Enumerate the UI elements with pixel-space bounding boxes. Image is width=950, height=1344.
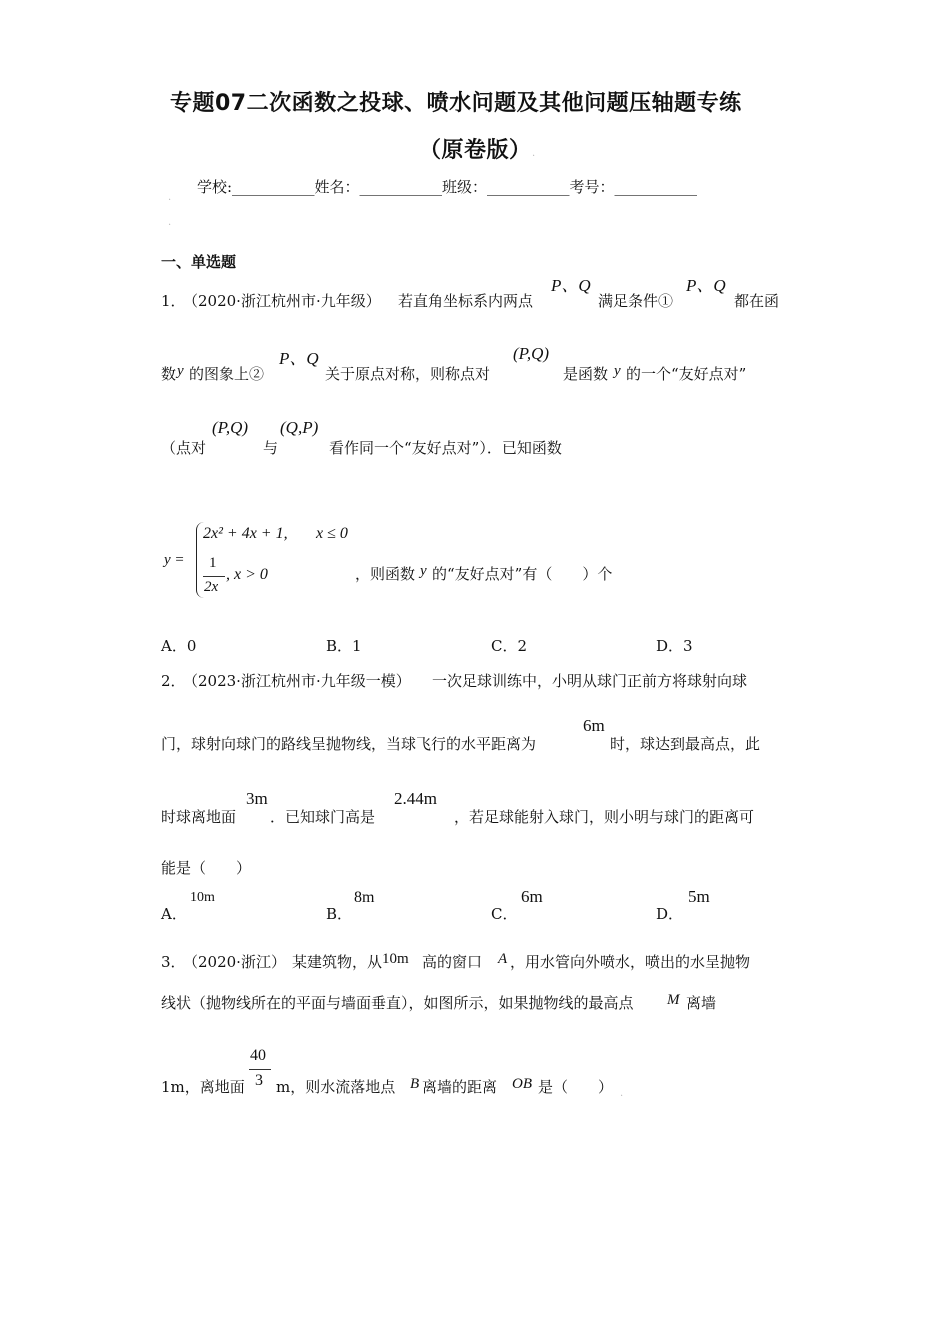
question-number: 1． (161, 292, 186, 310)
math-piece-2-condition: , x > 0 (226, 566, 268, 583)
question-text: 1m，离地面 (161, 1078, 245, 1096)
option-b[interactable]: B． (326, 905, 353, 923)
fraction-bar (203, 576, 225, 577)
question-text: 时球离地面 (161, 808, 237, 826)
question-text: 线状（抛物线所在的平面与墙面垂直），如图所示，如果抛物线的最高点 (161, 994, 634, 1012)
question-text: 都在函 (734, 292, 780, 310)
fraction-bar (249, 1069, 271, 1070)
math-value: 2.44m (394, 789, 437, 808)
math-points: P、Q (686, 276, 726, 295)
question-text: ，用水管向外喷水，喷出的水呈抛物 (510, 953, 751, 971)
math-frac-numerator: 40 (250, 1047, 266, 1064)
math-pair: (P,Q) (513, 344, 550, 363)
question-source: （2023·浙江杭州市·九年级一模） (183, 672, 411, 690)
question-text: 某建筑物，从 (292, 953, 383, 971)
question-text: （点对 (161, 439, 207, 457)
question-text: 是（ ） (538, 1078, 614, 1096)
math-variable: M (667, 992, 680, 1008)
question-text: 一次足球训练中，小明从球门正前方将球射向球 (432, 672, 748, 690)
question-text: 的“友好点对”有（ ）个 (432, 565, 613, 583)
math-variable: B (410, 1076, 420, 1092)
option-c-value[interactable]: 6m (521, 887, 543, 906)
question-text: ，若足球能射入球门，则小明与球门的距离可 (454, 808, 755, 826)
option-c[interactable]: C． (491, 905, 518, 923)
math-value: 6m (583, 716, 605, 735)
question-text: 的图象上② (189, 365, 265, 383)
math-value: 10m (382, 951, 409, 967)
question-text: 与 (263, 439, 279, 457)
question-text: 若直角坐标系内两点 (398, 292, 534, 310)
question-text: m，则水流落地点 (276, 1078, 396, 1096)
option-a[interactable]: A．0 (161, 637, 197, 655)
section-heading: 一、单选题 (161, 253, 237, 271)
math-variable: y (177, 363, 184, 379)
option-d[interactable]: D．3 (656, 637, 693, 655)
option-d-value[interactable]: 5m (688, 887, 710, 906)
math-pair: (P,Q) (212, 418, 249, 437)
question-text: 时，球达到最高点，此 (610, 735, 761, 753)
math-points: P、Q (279, 349, 319, 368)
question-text: 看作同一个“友好点对”）．已知函数 (329, 439, 562, 457)
option-c[interactable]: C．2 (491, 637, 528, 655)
page-title: 专题07二次函数之投球、喷水问题及其他问题压轴题专练 (170, 91, 742, 116)
question-text: 门，球射向球门的路线呈抛物线，当球飞行的水平距离为 (161, 735, 537, 753)
math-frac-numerator: 1 (209, 555, 217, 571)
question-text: 满足条件① (598, 292, 674, 310)
option-a-value[interactable]: 10m (190, 890, 215, 905)
question-text: 离墙 (686, 994, 717, 1012)
question-text: 能是（ ） (161, 859, 252, 877)
question-text: 数 (161, 365, 177, 383)
question-text: 离墙的距离 (422, 1078, 498, 1096)
page-subtitle: （原卷版） (419, 138, 532, 163)
question-text: 关于原点对称，则称点对 (325, 365, 491, 383)
question-text: ，则函数 (355, 565, 416, 583)
question-source: （2020·浙江） (183, 953, 286, 971)
question-text: 的一个“友好点对” (626, 365, 747, 383)
math-variable: OB (512, 1076, 532, 1092)
option-a[interactable]: A． (161, 905, 187, 923)
math-lhs: y = (164, 552, 185, 568)
option-b[interactable]: B．1 (326, 637, 362, 655)
paragraph-mark: . (168, 217, 172, 228)
math-variable: y (614, 363, 621, 379)
math-variable: A (498, 951, 508, 967)
math-piece-1-condition: x ≤ 0 (316, 525, 348, 542)
math-frac-denominator: 3 (255, 1072, 263, 1089)
question-text: 高的窗口 (422, 953, 483, 971)
question-text: 是函数 (563, 365, 609, 383)
question-number: 3． (161, 953, 186, 971)
option-d[interactable]: D． (656, 905, 684, 923)
paragraph-mark: . (532, 148, 536, 159)
math-piece-1: 2x² + 4x + 1, (203, 525, 288, 542)
math-pair: (Q,P) (280, 418, 319, 437)
math-frac-denominator: 2x (204, 579, 219, 595)
math-points: P、Q (551, 276, 591, 295)
question-number: 2． (161, 672, 186, 690)
math-value: 3m (246, 789, 268, 808)
paragraph-mark: . (168, 192, 172, 203)
math-variable: y (420, 563, 427, 579)
question-text: ．已知球门高是 (270, 808, 376, 826)
question-source: （2020·浙江杭州市·九年级） (183, 292, 381, 310)
student-info-line: 学校:___________姓名：___________班级：___________考号：___________ (197, 178, 698, 196)
paragraph-mark: . (620, 1088, 624, 1099)
option-b-value[interactable]: 8m (354, 889, 375, 906)
